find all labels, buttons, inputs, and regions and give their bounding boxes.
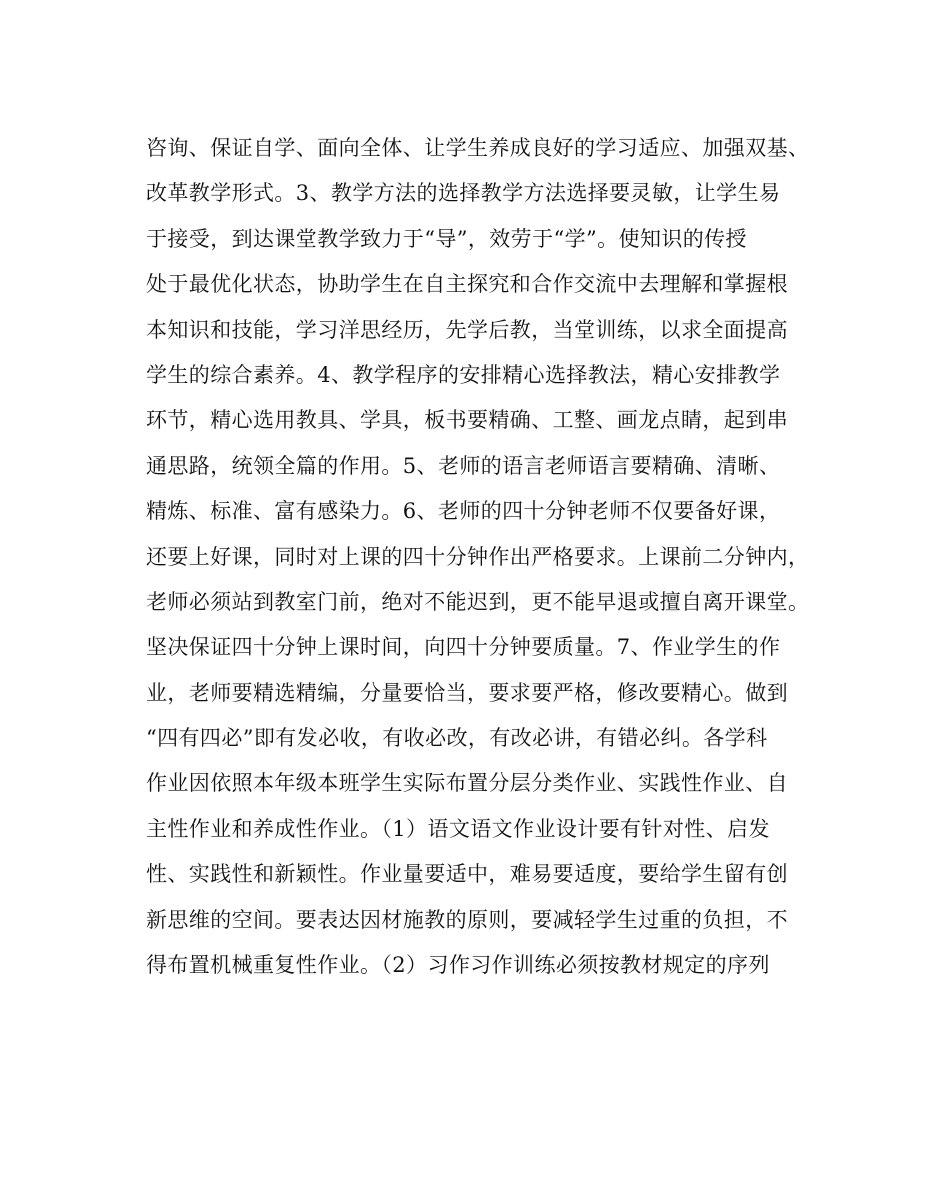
text-line: 老师必须站到教室门前，绝对不能迟到，更不能早退或擅自离开课堂。 <box>146 589 810 614</box>
text-line: 咨询、保证自学、面向全体、让学生养成良好的学习适应、加强双基、 <box>146 136 810 160</box>
text-line: 坚决保证四十分钟上课时间，向四十分钟要质量。7、作业学生的作 <box>146 635 781 660</box>
text-line: 处于最优化状态，协助学生在自主探究和合作交流中去理解和掌握根 <box>146 272 788 297</box>
text-line: 学生的综合素养。4、教学程序的安排精心选择教法，精心安排教学 <box>146 362 781 387</box>
text-line: 性、实践性和新颖性。作业量要适中，难易要适度，要给学生留有创 <box>146 862 788 887</box>
text-line: 于接受，到达课堂教学致力于“导”，效劳于“学”。使知识的传授 <box>146 226 747 251</box>
text-line: 新思维的空间。要表达因材施教的原则，要减轻学生过重的负担，不 <box>146 907 788 932</box>
text-line: 环节，精心选用教具、学具，板书要精确、工整、画龙点睛，起到串 <box>146 408 788 433</box>
body-text <box>146 126 826 988</box>
text-line: 得布置机械重复性作业。（2）习作习作训练必须按教材规定的序列 <box>146 953 770 978</box>
text-line: 还要上好课，同时对上课的四十分钟作出严格要求。上课前二分钟内， <box>146 544 810 569</box>
text-line: 业，老师要精选精编，分量要恰当，要求要严格，修改要精心。做到 <box>146 680 788 705</box>
text-line: 精炼、标准、富有感染力。6、老师的四十分钟老师不仅要备好课， <box>146 499 781 524</box>
text-line: 作业因依照本年级本班学生实际布置分层分类作业、实践性作业、自 <box>146 771 788 796</box>
text-line: “四有四必”即有发必收，有收必改，有改必讲，有错必纠。各学科 <box>146 726 768 751</box>
text-line: 本知识和技能，学习洋思经历，先学后教，当堂训练，以求全面提高 <box>146 317 788 342</box>
text-line: 改革教学形式。3、教学方法的选择教学方法选择要灵敏，让学生易 <box>146 181 781 206</box>
text-line: 主性作业和养成性作业。（1）语文语文作业设计要有针对性、启发 <box>146 816 770 841</box>
text-line: 通思路，统领全篇的作用。5、老师的语言老师语言要精确、清晰、 <box>146 453 781 478</box>
